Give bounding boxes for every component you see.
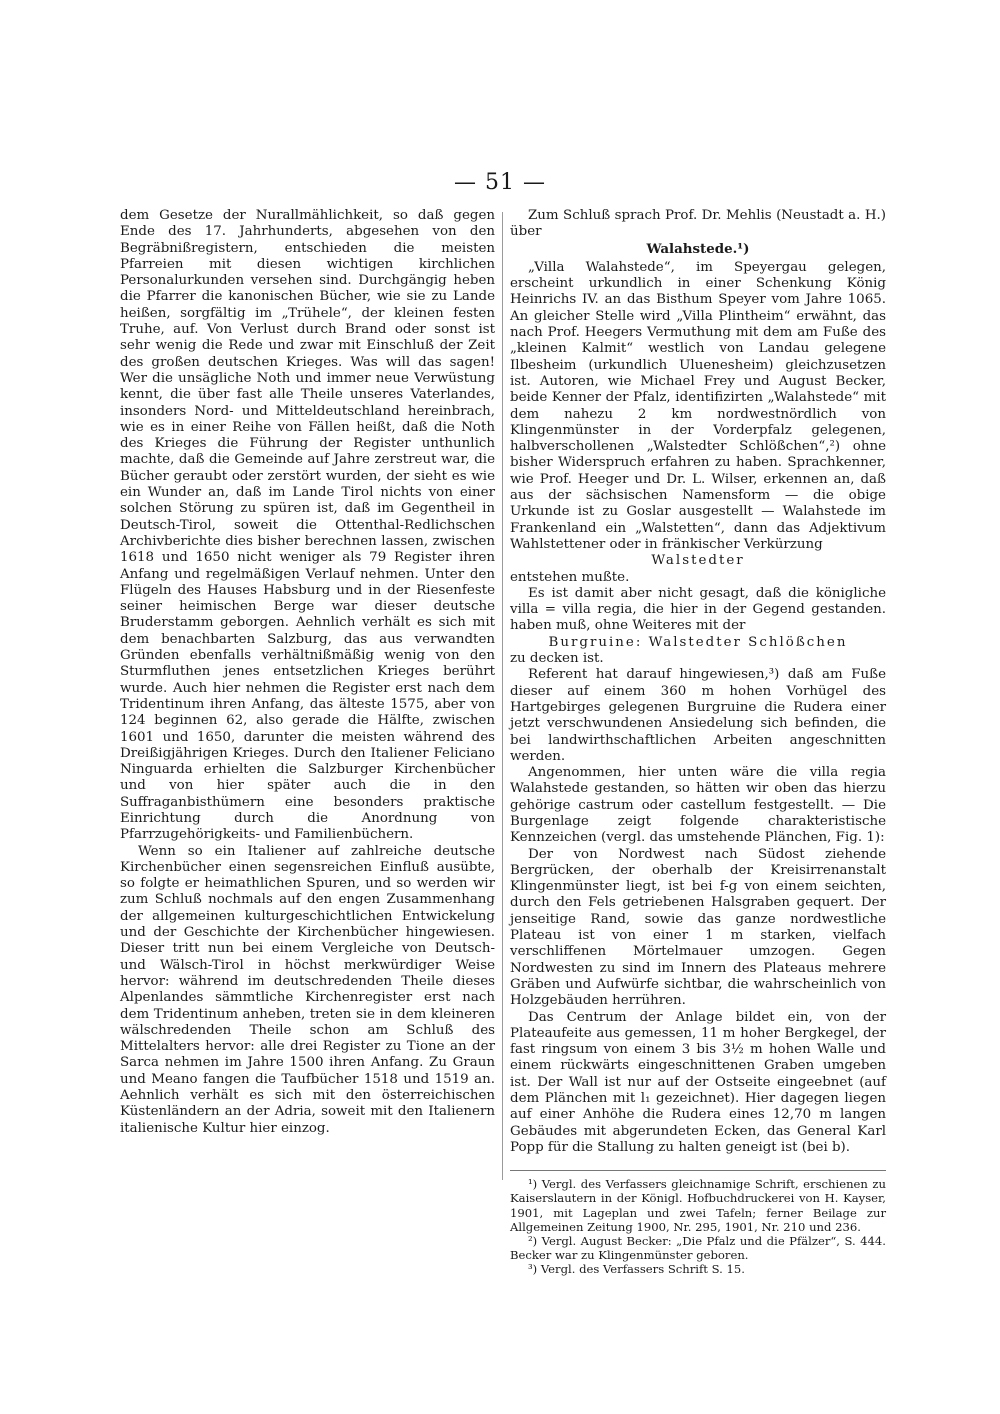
lecture-intro: Zum Schluß sprach Prof. Dr. Mehlis (Neustadt a. H.) über bbox=[510, 208, 886, 240]
walstedter-line: Walstedter bbox=[651, 553, 745, 569]
right-paragraph-1-end: entstehen mußte. bbox=[510, 569, 630, 585]
right-paragraph-6: Das Centrum der Anlage bildet ein, von der Plateaufeite aus gemessen, 11 m hoher Bergkegel, der fast ringsum von einem 3 bis 3½ m hohen Walle und einem rückwärts eingeschnittenen Graben umgeben ist. Der Wall ist nur auf der Ostseite eingeebnet (auf dem Plänchen mit l₁ gezeichnet). Hier dagegen liegen auf einer Anhöhe die Rudera eines 12,70 m langen Gebäudes mit abgerundeten Ecken, das General Karl Popp für die Stallung zu halten geneigt ist (bei b). bbox=[510, 1009, 886, 1155]
footnote-rule bbox=[510, 1170, 886, 1171]
right-column bbox=[510, 208, 886, 1277]
right-paragraph-3: Referent hat darauf hingewiesen,³) daß am Fuße dieser auf einem 360 m hohen Vorhügel des Hartgebirges gelegenen Burgruine die Rudera einer jetzt verschwundenen Ansiedelung sich befinden, die bei landwirthschaftlichen Arbeiten angeschnitten werden. bbox=[510, 667, 886, 764]
footnotes bbox=[510, 1177, 886, 1276]
left-column bbox=[120, 208, 495, 1137]
footnote-3: ³) Vergl. des Verfassers Schrift S. 15. bbox=[528, 1262, 745, 1277]
page-number: — 51 — bbox=[454, 170, 546, 195]
right-paragraph-2-end: zu decken ist. bbox=[510, 651, 604, 667]
right-paragraph-1: „Villa Walahstede“, im Speyergau gelegen, erscheint urkundlich in einer Schenkung König Heinrichs IV. an das Bisthum Speyer vom Jahre 1065. An gleicher Stelle wird „Villa Plintheim“ erwähnt, das nach Prof. Heegers Vermuthung mit dem am Fuße des „kleinen Kalmit“ westlich von Landau gelegene Ilbesheim (urkundlich Uluenesheim) gleichzusetzen ist. Autoren, wie Michael Frey und August Becker, beide Kenner der Pfalz, identifizirten „Walahstede“ mit dem nahezu 2 km nordwestnördlich von Klingenmünster in der Vorderpfalz gelegenen, halbverschollenen „Walstedter Schlößchen“,²) ohne bisher Widerspruch erfahren zu haben. Sprachkenner, wie Prof. Heeger und Dr. L. Wilser, erkennen an, daß aus der sächsischen Namensform — die obige Urkunde ist zu Goslar ausgestellt — Walahstede im Frankenland ein „Walstetten“, dann das Adjektivum Wahlstettener oder in fränkischer Verkürzung bbox=[510, 259, 886, 552]
left-paragraph-2: Wenn so ein Italiener auf zahlreiche deutsche Kirchenbücher einen segensreichen Einfluß ausübte, so folgte er heimathlichen Spuren, und so werden wir zum Schluß nochmals auf den engen Zusammenhang der allgemeinen kulturgeschichtlichen Entwickelung und der Geschichte der Kirchenbücher hingewiesen. Dieser tritt nun bei einem Vergleiche von Deutsch- und Wälsch-Tirol in höchst merkwürdiger Weise hervor: während im deutschredenden Theile dieses Alpenlandes sämmtliche Kirchenregister erst nach dem Tridentinum anheben, treten sie in dem kleineren wälschredenden Theile schon am Schluß des Mittelalters hervor: alle drei Register zu Tione an der Sarca nehmen im Jahre 1500 ihren Anfang. Zu Graun und Meano fangen die Taufbücher 1518 und 1519 an. Aehnlich verhält es sich mit den österreichischen Küstenländern an der Adria, soweit mit den Italienern italienische Kultur hier einzog. bbox=[120, 843, 495, 1136]
column-divider bbox=[502, 212, 503, 1180]
left-paragraph-1: dem Gesetze der Nurallmählichkeit, so daß gegen Ende des 17. Jahrhunderts, abgesehen von den Begräbnißregistern, entschieden die meisten Pfarreien mit diesen wichtigen kirchlichen Personalurkunden versehen sind. Durchgängig heben die Pfarrer die kanonischen Bücher, wie sie zu Lande heißen, sorgfältig im „Trühele“, der kleinen festen Truhe, auf. Von Verlust durch Brand oder sonst ist sehr wenig die Rede und zwar mit Einschluß der Zeit des großen deutschen Krieges. Was will das sagen! Wer die unsägliche Noth und immer neue Verwüstung kennt, die über fast alle Theile unseres Vaterlandes, insonders Nord- und Mitteldeutschland hereinbrach, wie es in einer Reihe von Fällen heißt, daß die Noth des Krieges die Führung der Register unthunlich machte, daß die Gemeinde auf Jahre zerstreut war, die Bücher geraubt oder zerstört wurden, der sieht es wie ein Wunder an, daß im Lande Tirol nichts von einer solchen Störung zu spüren ist, daß im Gegentheil in Deutsch-Tirol, soweit die Ottenthal-Redlichschen Archivberichte dies bisher berechnen lassen, zwischen 1618 und 1650 nicht weniger als 79 Register ihren Anfang und regelmäßigen Verlauf nehmen. Unter den Flügeln des Hauses Habsburg und in der Riesenfeste seiner heimischen Berge war dieser deutsche Bruderstamm geborgen. Aehnlich verhält es sich mit dem benachbarten Salzburg, das aus verwandten Gründen ebenfalls verhältnißmäßig wenig von den Sturmfluthen jenes entsetzlichen Krieges berührt wurde. Auch hier nehmen die Register erst nach dem Tridentinum ihren Anfang, das älteste 1575, aber von 124 beginnen 62, also gerade die Hälfte, zwischen 1601 und 1650, darunter die meisten während des Dreißigjährigen Krieges. Durch den Italiener Feliciano Ninguarda erhielten die Salzburger Kirchenbücher und von hier später auch die in den Suffraganbisthümern eine besonders praktische Einrichtung durch die Anordnung von Pfarrzugehörigkeits- und Familienbüchern. bbox=[120, 208, 495, 843]
burgruine-line: Burgruine: Walstedter Schlößchen bbox=[548, 634, 848, 650]
right-paragraph-5: Der von Nordwest nach Südost ziehende Bergrücken, der oberhalb der Kreisirrenanstalt Klingenmünster liegt, ist bei f-g von einem seichten, durch den Fels getriebenen Halsgraben gequert. Der jenseitige Rand, sowie das ganze nordwestliche Plateau ist von einer 1 m starken, vielfach verschliffenen Mörtelmauer umzogen. Gegen Nordwesten zu sind im Innern des Plateaus mehrere Gräben und Aufwürfe sichtbar, die wahrscheinlich von Holzgebäuden herrühren. bbox=[510, 846, 886, 1009]
footnote-1: ¹) Vergl. des Verfassers gleichnamige Schrift, erschienen zu Kaiserslautern in der Königl. Hofbuchdruckerei von H. Kayser, 1901, mit Lageplan und zwei Tafeln; ferner Beilage zur Allgemeinen Zeitung 1900, Nr. 295, 1901, Nr. 210 und 236. bbox=[510, 1177, 886, 1234]
right-paragraph-4: Angenommen, hier unten wäre die villa regia Walahstede gestanden, so hätten wir oben das hierzu gehörige castrum oder castellum festgestellt. — Die Burgenlage zeigt folgende charakteristische Kennzeichen (vergl. das umstehende Plänchen, Fig. 1): bbox=[510, 765, 886, 846]
footnote-2: ²) Vergl. August Becker: „Die Pfalz und die Pfälzer“, S. 444. Becker war zu Klingenmünster geboren. bbox=[510, 1234, 886, 1263]
right-paragraph-2: Es ist damit aber nicht gesagt, daß die königliche villa = villa regia, die hier in der Gegend gestanden. haben muß, ohne Weiteres mit der bbox=[510, 585, 886, 634]
section-heading: Walahstede.¹) bbox=[646, 240, 750, 257]
